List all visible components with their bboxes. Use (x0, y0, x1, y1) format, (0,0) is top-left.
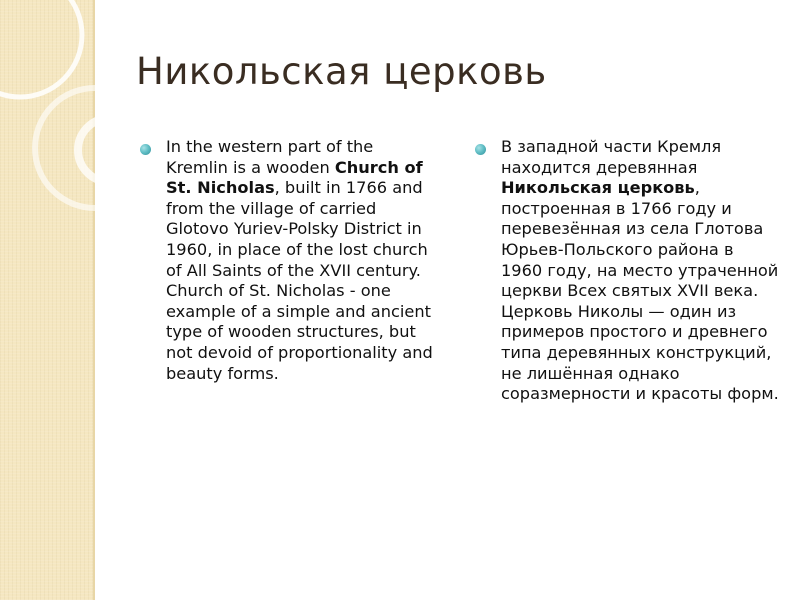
russian-church-name: Никольская церковь (501, 178, 695, 198)
deco-circle-small (78, 118, 140, 182)
slide-title: Никольская церковь (136, 50, 547, 93)
english-church-name: Church of St. Nicholas (166, 157, 423, 198)
bullet-icon (475, 144, 486, 155)
english-text-part-2: , built in 1766 and from the village of carried Glotovo Yuriev-Polsky District in 1960, in place of the lost church of All Saints of the XVII century. Church of St. Nicholas - one example of a simple and ancient type of wooden structures, but not devoid of proportionality and beauty forms. (166, 178, 433, 383)
english-text-column (166, 137, 438, 384)
bullet-icon (140, 144, 151, 155)
english-text-part-1: In the western part of the Kremlin is a wooden (166, 137, 374, 177)
deco-circle-middle (35, 88, 140, 208)
english-paragraph (166, 137, 438, 384)
russian-text-column (501, 137, 779, 405)
russian-text-part-1: В западной части Кремля находится деревянная (501, 137, 722, 177)
russian-text-part-2: , построенная в 1766 году и перевезённая из села Глотова Юрьев-Польского района в 1960 году, на место утраченной церкви Всех святых XVII века. Церковь Николы — один из примеров простого и древнего типа деревянных конструкций, не лишённая однако соразмерности и красоты форм. (501, 178, 779, 404)
decorative-circles (0, 0, 140, 260)
deco-circle-large (0, 0, 82, 97)
russian-paragraph (501, 137, 779, 405)
